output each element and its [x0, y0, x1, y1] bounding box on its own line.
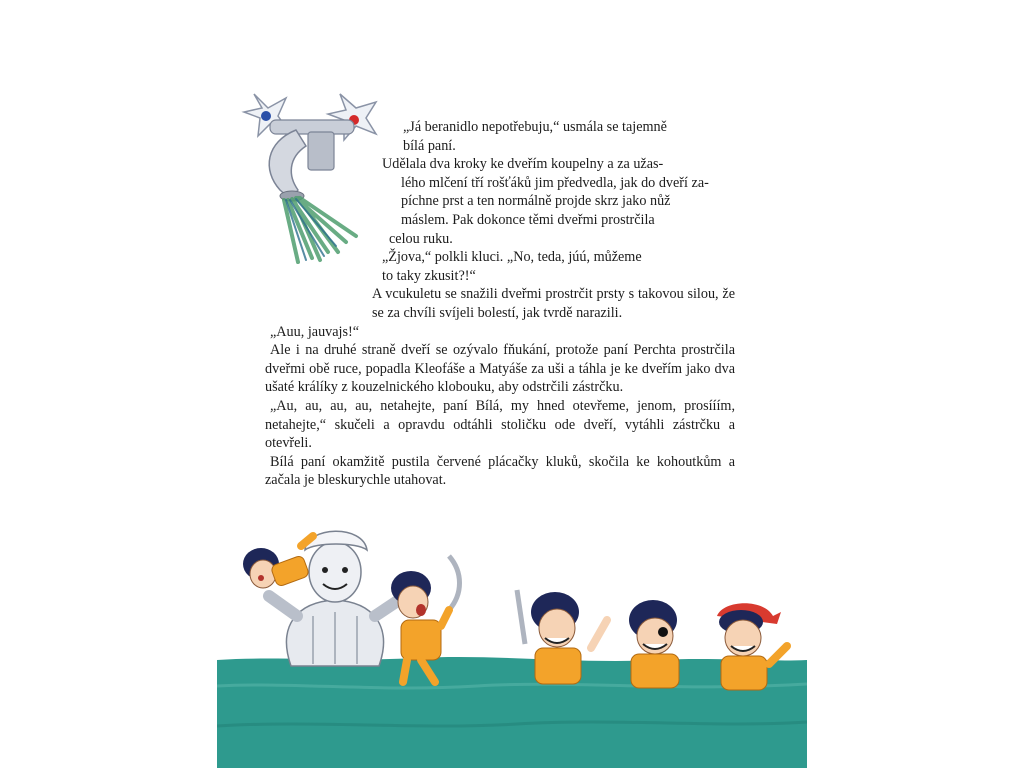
paragraph: Bílá paní okamžitě pustila červené plácačky kluků, skočila ke kohoutkům a začala je bleskurychle utahovat.	[265, 453, 735, 489]
white-lady-figure	[269, 531, 399, 666]
water	[217, 657, 807, 768]
text-line: to taky zkusit?!“	[382, 267, 476, 284]
boy-figure-left	[243, 536, 313, 588]
paragraph: Ale i na druhé straně dveří se ozývalo fňukání, protože paní Perchta prostrčila dveřmi obě ruce, popadla Kleofáše a Matyáše za uši a táhla je ke dveřím jako dva ušaté králíky z kouzelnického klobouku, aby odstrčili zástrčku.	[265, 342, 735, 396]
text-line: Udělala dva kroky ke dveřím koupelny a za užas-	[382, 156, 664, 173]
paragraph: „Auu, jauvajs!“	[270, 323, 360, 340]
text-line: celou ruku.	[389, 230, 453, 247]
text-line: píchne prst a ten normálně projde skrz jako nůž	[401, 193, 671, 210]
text-line: bílá paní.	[403, 137, 456, 154]
paragraph: A vcukuletu se snažili dveřmi prostrčit prsty s takovou silou, že se za chvíli svíjeli bolestí, jak tvrdě narazili.	[372, 286, 735, 321]
bathwater-illustration	[217, 516, 807, 768]
text-line: „Já beranidlo nepotřebuju,“ usmála se tajemně	[403, 119, 667, 135]
story-text	[265, 118, 735, 490]
text-line: lého mlčení tří rošťáků jim předvedla, jak do dveří za-	[401, 174, 709, 191]
paragraph: „Au, au, au, au, netahejte, paní Bílá, my hned otevřeme, jenom, prosííím, netahejte,“ skučeli a opravdu odtáhli stoličku ode dveří, vytáhli zástrčku a otevřeli.	[265, 397, 735, 452]
eyepatch-icon	[658, 627, 668, 637]
text-line: „Žjova,“ polkli kluci. „No, teda, júú, můžeme	[382, 249, 642, 266]
boy-figure-right-2	[629, 600, 679, 688]
text-line: máslem. Pak dokonce těmi dveřmi prostrčila	[401, 211, 655, 228]
